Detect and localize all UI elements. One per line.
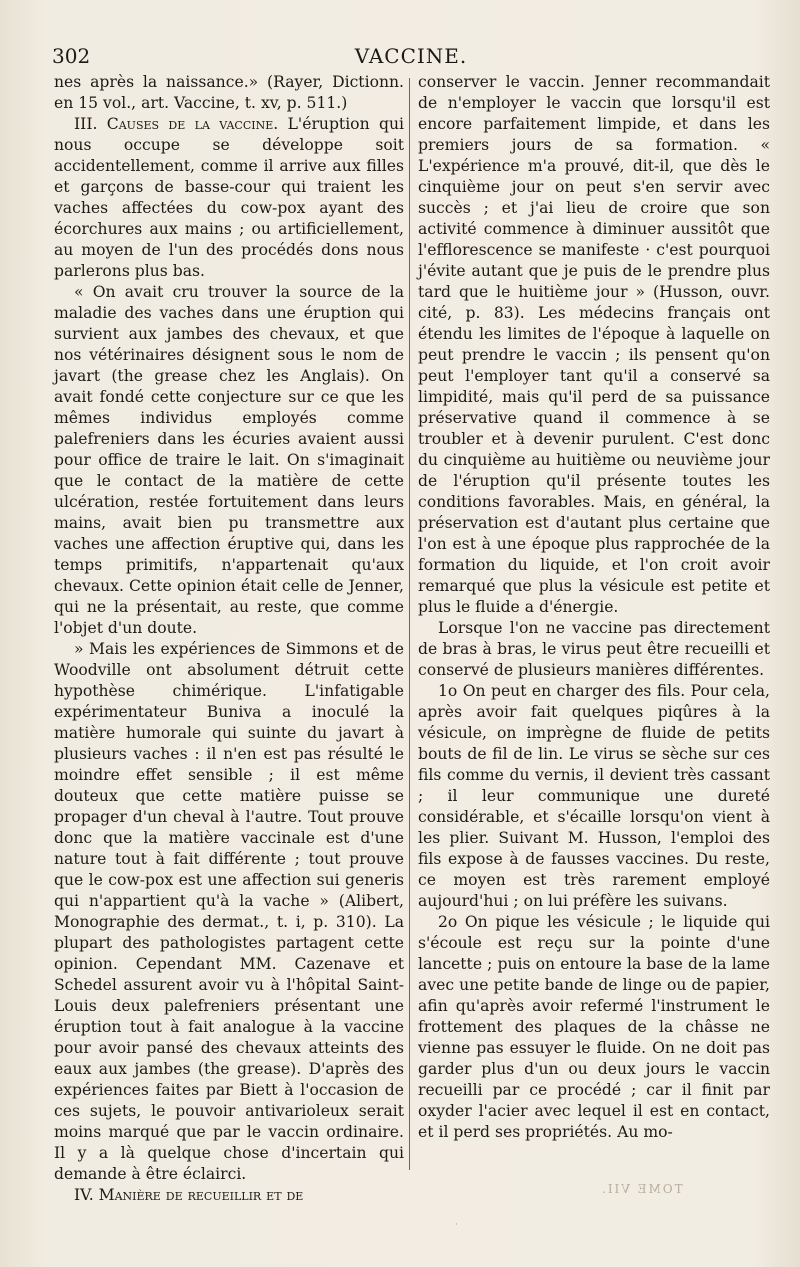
paragraph: Lorsque l'on ne vaccine pas directement de bras à bras, le virus peut être recueilli et conservé de plusieurs manières différentes. [418, 619, 770, 679]
section-heading: III. Causes de la vaccine. [74, 115, 279, 133]
footer-mark: · [455, 1220, 458, 1229]
left-column [54, 72, 404, 1204]
paragraph: conserver le vaccin. Jenner recommandait de n'employer le vaccin que lorsqu'il est encore parfaitement limpide, et dans les premiers jours de sa formation. « L'expérience m'a prouvé, dit-il, que dès le cinquième jour on peut s'en servir avec succès ; et j'ai lieu de croire que son activité commence à diminuer aussitôt que l'efflorescence se manifeste · c'est pourquoi j'évite autant que je puis de le prendre plus tard que le huitième jour » (Husson, ouvr. cité, p. 83). Les médecins français ont étendu les limites de l'époque à laquelle on peut prendre le vaccin ; ils pensent qu'on peut l'employer tant qu'il a conservé sa limpidité, mais qu'il perd de sa puissance préservative quand il commence à se troubler et à devenir purulent. C'est donc du cinquième au huitième ou neuvième jour de l'éruption qu'il présente toutes les conditions favorables. Mais, en général, la préservation est d'autant plus certaine que l'on est à une époque plus rapprochée de la formation du liquide, et l'on croit avoir remarqué que plus la vésicule est petite et plus le fluide a d'énergie. [418, 73, 770, 616]
right-column [418, 72, 770, 1182]
running-title: VACCINE. [354, 44, 468, 68]
paragraph: 1o On peut en charger des fils. Pour cela, après avoir fait quelques piqûres à la vésicule, on imprègne de fluide de petits bouts de fil de lin. Le virus se sèche sur ces fils comme du vernis, il devient très cassant ; il leur communique une dureté considérable, et s'écaille lorsqu'on vient à les plier. Suivant M. Husson, l'emploi des fils expose à de fausses vaccines. Du reste, ce moyen est très rarement employé aujourd'hui ; on lui préfère les suivans. [418, 682, 770, 910]
paragraph: » Mais les expériences de Simmons et de Woodville ont absolument détruit cette hypothèse chimérique. L'infatigable expérimentateur Buniva a inoculé la matière humorale qui suinte du javart à plusieurs vaches : il n'en est pas résulté le moindre effet sensible ; il est même douteux que cette matière puisse se propager d'un cheval à l'autre. Tout prouve donc que la matière vaccinale est d'une nature tout à fait différente ; tout prouve que le cow-pox est une affection sui generis qui n'appartient qu'à la vache » (Alibert, Monographie des dermat., t. i, p. 310). La plupart des pathologistes partagent cette opinion. Cependant MM. Cazenave et Schedel assurent avoir vu à l'hôpital Saint-Louis deux palefreniers présentant une éruption tout à fait analogue à la vaccine pour avoir pansé des chevaux atteints des eaux aux jambes (the grease). D'après des expériences faites par Biett à l'occasion de ces sujets, le pouvoir antivarioleux serait moins marqué que par le vaccin ordinaire. Il y a là quelque chose d'incertain qui demande à être éclairci. [54, 640, 404, 1183]
paragraph: « On avait cru trouver la source de la maladie des vaches dans une éruption qui survient aux jambes des chevaux, et que nos vétérinaires désignent sous le nom de javart (the grease chez les Anglais). On avait fondé cette conjecture sur ce que les mêmes individus employés comme palefreniers dans les écuries avaient aussi pour office de traire le lait. On s'imaginait que le contact de la matière de cette ulcération, restée fortuitement dans leurs mains, avait bien pu transmettre aux vaches une affection éruptive qui, dans les temps primitifs, n'appartenait qu'aux chevaux. Cette opinion était celle de Jenner, qui ne la présentait, au reste, que comme l'objet d'un doute. [54, 283, 404, 637]
page-header [52, 44, 770, 70]
paragraph: nes après la naissance.» (Rayer, Dictionn. en 15 vol., art. Vaccine, t. xv, p. 511.) [54, 73, 404, 112]
paragraph: 2o On pique les vésicule ; le liquide qui s'écoule est reçu sur la pointe d'une lancette ; puis on entoure la base de la lame avec une petite bande de linge ou de papier, afin qu'après avoir refermé l'instrument le frottement des plaques de la châsse ne vienne pas essuyer le fluide. On ne doit pas garder plus d'un ou deux jours le vaccin recueilli par ce procédé ; car il finit par oxyder l'acier avec lequel il est en contact, et il perd ses propriétés. Au mo- [418, 913, 770, 1141]
paragraph-text: L'éruption qui nous occupe se développe soit accidentellement, comme il arrive aux filles et garçons de basse-cour qui traient les vaches affectées du cow-pox ayant des écorchures aux mains ; ou artificiellement, au moyen de l'un des procédés dons nous parlerons plus bas. [54, 115, 404, 280]
show-through-text: TOME VII. [600, 1182, 683, 1196]
page-number: 302 [52, 44, 91, 68]
paragraph [54, 114, 404, 282]
column-divider [409, 78, 410, 1170]
section-heading: IV. Manière de recueillir et de [74, 1186, 304, 1204]
